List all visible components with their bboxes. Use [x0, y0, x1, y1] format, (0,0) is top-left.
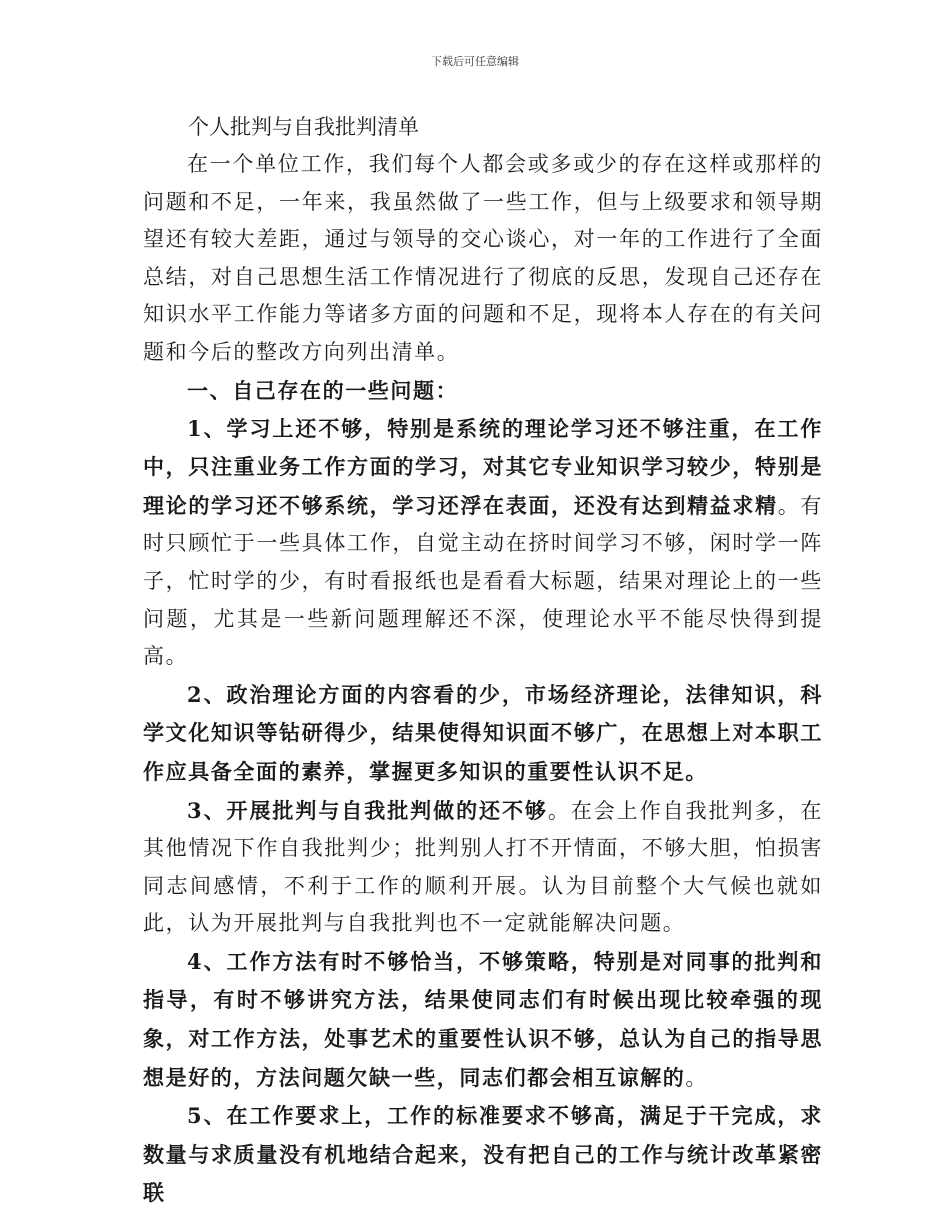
item-3-text: 。在会上作自我批判多，在其他情况下作自我批判少；批判别人打不开情面，不够大胆，怕损害同志间感情，不利于工作的顺利开展。认为目前整个大气候也就如此，认为开展批判与自我批判也不一定就能解决问题。 [143, 798, 823, 936]
document-body [143, 108, 823, 1213]
item-2-bold: 2、政治理论方面的内容看的少，市场经济理论，法律知识，科学文化知识等钻研得少，结果使得知识面不够广，在思想上对本职工作应具备全面的素养，掌握更多知识的重要性认识不足。 [143, 681, 823, 784]
item-3 [143, 792, 823, 943]
item-3-bold: 3、开展批判与自我批判做的还不够 [187, 797, 548, 823]
item-1 [143, 410, 823, 676]
item-4-bold: 4、工作方法有时不够恰当，不够策略，特别是对同事的批判和指导，有时不够讲究方法，结果使同志们有时候出现比较牵强的现象，对工作方法，处事艺术的重要性认识不够，总认为自己的指导思想是好的，方法问题欠缺一些，同志们都会相互谅解的 [143, 948, 823, 1090]
document-title: 个人批判与自我批判清单 [188, 115, 419, 139]
item-5-bold: 5、在工作要求上，工作的标准要求不够高，满足于干完成，求数量与求质量没有机地结合起来，没有把自己的工作与统计改革紧密联 [143, 1103, 823, 1206]
item-1-text: 。有时只顾忙于一些具体工作，自觉主动在挤时间学习不够，闲时学一阵子，忙时学的少，有时看报纸也是看看大标题，结果对理论上的一些问题，尤其是一些新问题理解还不深，使理论水平不能尽快得到提高。 [143, 493, 823, 669]
section-heading: 一、自己存在的一些问题： [187, 377, 459, 403]
item-4 [143, 943, 823, 1097]
page-header: 下载后可任意编辑 [431, 55, 519, 68]
item-1-bold: 1、学习上还不够，特别是系统的理论学习还不够注重，在工作中，只注重业务工作方面的学习，对其它专业知识学习较少，特别是理论的学习还不够系统，学习还浮在表面，还没有达到精益求精 [143, 415, 823, 518]
item-5 [143, 1097, 823, 1213]
intro-paragraph: 在一个单位工作，我们每个人都会或多或少的存在这样或那样的问题和不足，一年来，我虽然做了一些工作，但与上级要求和领导期望还有较大差距，通过与领导的交心谈心，对一年的工作进行了全面总结，对自己思想生活工作情况进行了彻底的反思，发现自己还存在知识水平工作能力等诸多方面的问题和不足，现将本人存在的有关问题和今后的整改方向列出清单。 [143, 152, 823, 364]
item-2 [143, 676, 823, 792]
item-4-text: 。 [685, 1065, 709, 1090]
